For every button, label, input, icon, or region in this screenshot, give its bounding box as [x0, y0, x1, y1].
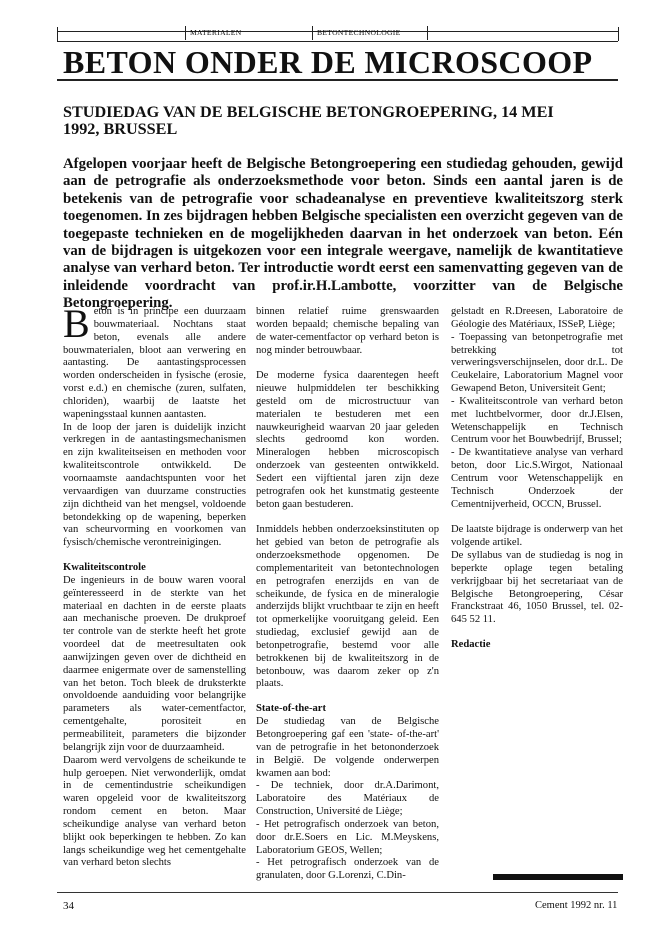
col1-paragraph-2: In de loop der jaren is duidelijk inzicht verkregen in de aantastingsmechanismen en zijn kwaliteitseisen en methoden voor kwaliteitscontrole ontwikkeld. De voornaamste aandachtspunten voor het vervaardigen van duurzame constructies zijn dichtheid van het mengsel, voldoende betondekking op de wapening, beperken van scheurvorming en voorkomen van fysisch/chemische verontreinigingen. [63, 421, 246, 549]
column-3 [451, 306, 623, 652]
list-item: - De kwantitatieve analyse van verhard beton, door Lic.S.Wirgot, Nationaal Centrum voor Wetenschappelijk en Technisch Onderzoek der Cementnijverheid, OCCN, Brussel. [451, 447, 623, 510]
col2-paragraph-4: De studiedag van de Belgische Betongroepering gaf een 'state- of-the-art' van de petrografie in het betononderzoek in België. De volgende onderwerpen kwamen aan bod: [256, 716, 439, 779]
article-subtitle: STUDIEDAG VAN DE BELGISCHE BETONGROEPERING, 14 MEI 1992, BRUSSEL [63, 103, 554, 138]
column-1 [63, 301, 246, 870]
col1-paragraph-4: Daarom werd vervolgens de scheikunde te hulp geroepen. Niet verwonderlijk, omdat in de cementindustrie scheikundigen waren opgeleid voor de kwaliteitszorg rondom cement en beton. Maar scheikundige analyse van verhard beton blijkt ook beperkingen te hebben. Zo kan langs scheikundige weg het cementgehalte van verhard beton slechts [63, 754, 246, 869]
col2-paragraph-3: Inmiddels hebben onderzoeksinstituten op het gebied van beton de petrografie als onderzoeksmethode opgenomen. De complementariteit van betontechnologen en petrografen enerzijds en van de scheikunde, de fysica en de mineralogie anderzijds blijkt vruchtbaar te zijn en heeft tot opmerkelijke vooruitgang geleid. Een studiedag, exclusief gewijd aan de betonpetrografie, bestemd voor alle betrokkenen bij de kwaliteitszorg in de betonbouw, was daarom zeker op z'n plaats. [256, 524, 439, 690]
end-bar [493, 874, 623, 880]
col3-paragraph-3: De syllabus van de studiedag is nog in beperkte oplage tegen betaling verkrijgbaar bij het secretariaat van de Belgische Betongroepering, César Franckstraat 46, 1050 Brussel, tel. 02-645 52 11. [451, 550, 623, 626]
signature-editorial: Redactie [451, 639, 491, 651]
page-number: 34 [63, 900, 74, 912]
heading-state-of-the-art: State-of-the-art [256, 703, 327, 715]
article-intro: Afgelopen voorjaar heeft de Belgische Betongroepering een studiedag gehouden, gewijd aan de petrografie als onderzoeksmethode voor beton. Sinds een aantal jaren is de betekenis van de petrografie voor schadeanalyse en preventieve kwaliteitszorg sterk toegenomen. In zes bijdragen hebben Belgische specialisten een overzicht gegeven van de toegepaste technieken en de mogelijkheden daarvan in het onderzoek van beton. Eén van de bijdragen is uitgekozen voor een integrale weergave, namelijk de kwantitatieve analyse van verhard beton. Ter introductie wordt eerst een samenvatting gegeven van de inleidende voordracht van prof.ir.H.Lambotte, voorzitter van de Belgische Betongroepering. [63, 156, 623, 312]
col2-paragraph-2: De moderne fysica daarentegen heeft nieuwe hulpmiddelen ter beschikking gesteld om de microstructuur van materialen te bestuderen met een nauwkeurigheid waarvan 20 jaar geleden slechts gedroomd kon worden. Mineralogen hebben microscopisch onderzoek van gesteenten ontwikkeld. Sedert een vijftiental jaren zijn deze petrografen ook het kunstmatig gesteente beton gaan bestuderen. [256, 370, 439, 510]
heading-quality-control: Kwaliteitscontrole [63, 562, 146, 574]
header-left-edge [57, 27, 58, 41]
col3-paragraph-2: De laatste bijdrage is onderwerp van het volgende artikel. [451, 524, 623, 549]
journal-issue: Cement 1992 nr. 11 [535, 900, 618, 911]
column-2 [256, 306, 439, 883]
category-label-materials: MATERIALEN [185, 26, 310, 40]
article-title: BETON ONDER DE MICROSCOOP [63, 44, 593, 80]
category-label-concrete-technology: BETONTECHNOLOGIE [312, 26, 428, 40]
title-rule [57, 79, 618, 81]
list-item: - Toepassing van betonpetrografie met betrekking tot verweringsverschijnselen, door dr.L. De Ceukelaire, Laboratorium Magnel voor Gewapend Beton, Universiteit Gent; [451, 331, 623, 395]
list-item: - De techniek, door dr.A.Darimont, Laboratoire des Matériaux de Construction, Université de Liège; [256, 780, 439, 818]
list-item: - Kwaliteitscontrole van verhard beton met luchtbelvormer, door dr.J.Elsen, Wetenschappelijk en Technisch Centrum voor het Bouwbedrijf, Brussel; [451, 395, 623, 446]
list-item: - Het petrografisch onderzoek van de granulaten, door G.Lorenzi, C.Din- [256, 857, 439, 882]
col3-paragraph-1: gelstadt en R.Dreesen, Laboratoire de Géologie des Matériaux, ISSeP, Liège; [451, 306, 623, 330]
col1-paragraph-1: Beton is in principe een duurzaam bouwmateriaal. Nochtans staat beton, evenals alle andere bouwmaterialen, bloot aan verwering en aantasting. De aantastingsprocessen worden onderscheiden in fysische (erosie, vorst e.d.) en chemische (zuren, sulfaten, chloriden), waarbij de laatste het wapeningsstaal kunnen aantasten. [63, 301, 246, 420]
list-item: - Het petrografisch onderzoek van beton, door dr.E.Soers en Lic. M.Meyskens, Laboratorium GEOS, Wellen; [256, 818, 439, 856]
header-right-edge [618, 27, 619, 41]
col2-paragraph-1: binnen relatief ruime grenswaarden worden bepaald; chemische bepaling van de water-cementfactor op verhard beton is nog minder betrouwbaar. [256, 306, 439, 356]
col1-paragraph-3: De ingenieurs in de bouw waren vooral geïnteresseerd in de sterkte van het materiaal en dachten in de eerste plaats aan mechanische proeven. De drukproef ter controle van de sterkte heeft het grote voordeel dat de meetresultaten ook aanwijzingen geven over de dichtheid en daarmee enigermate over de samenstelling van het beton. Toch bleek de druksterkte onvoldoende aanduiding voor belangrijke parameters als water-cementfactor, cementgehalte, porositeit en permeabiliteit, parameters die bijzonder belangrijk zijn voor de duurzaamheid. [63, 574, 246, 753]
footer-rule [57, 892, 618, 893]
drop-cap: B [63, 301, 90, 346]
header-rule-bottom [57, 41, 618, 42]
